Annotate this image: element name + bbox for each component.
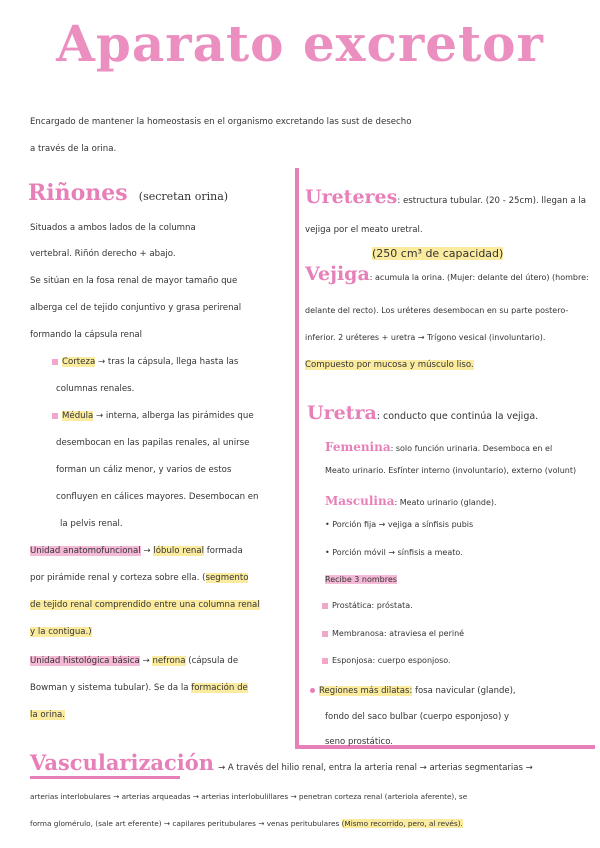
femenina-line-2: Meato urinario. Esfínter interno (involuntario), externo (volunt) xyxy=(325,466,577,475)
vejiga-text: : acumula la orina. (Mujer: delante del útero) (hombre: xyxy=(369,273,589,282)
regiones-line-3: seno prostático. xyxy=(325,737,393,747)
vascularizacion-text-1: → A través del hilio renal, entra la arteria renal → arterias segmentarias → xyxy=(218,763,533,773)
rinones-heading: Riñones xyxy=(28,180,128,206)
corteza-text: → tras la cápsula, llega hasta las xyxy=(97,357,239,367)
corteza-line-2: columnas renales. xyxy=(56,384,135,394)
lobulo-renal: lóbulo renal xyxy=(153,546,204,556)
regiones-text: fosa navicular (glande), xyxy=(414,686,516,696)
section-divider-vertical xyxy=(295,168,299,748)
vascularizacion-line-3a: forma glomérulo, (sale art eferente) → capilares peritubulares → venas peritubulares xyxy=(30,819,340,828)
unidad-anat-line-4 xyxy=(30,626,92,638)
uretra-line-1 xyxy=(307,402,538,424)
nombre-bullet-icon xyxy=(322,631,328,637)
unidad-hist-line-3-text: la orina. xyxy=(30,710,66,720)
ureteres-line-2: vejiga por el meato uretral. xyxy=(305,225,423,235)
nombre-1-text: Prostática: próstata. xyxy=(332,601,413,610)
intro-line-1: Encargado de mantener la homeostasis en el organismo excretando las sust de desecho xyxy=(30,117,412,127)
unidad-anat-line-2a: por pirámide renal y corteza sobre ella. ( xyxy=(30,573,206,583)
vascularizacion-line-3b: (Mismo recorrido, pero, al revés). xyxy=(341,819,463,828)
unidad-anat-line-3 xyxy=(30,599,260,611)
unidad-anat-line-4-text: y la contigua.) xyxy=(30,627,92,637)
vascularizacion-line-3 xyxy=(30,818,463,830)
medula-bullet-icon xyxy=(52,413,58,419)
intro-line-2: a través de la orina. xyxy=(30,144,117,154)
vascularizacion-heading: Vascularización xyxy=(30,750,215,775)
medula-label: Médula xyxy=(62,411,94,421)
rinones-section xyxy=(28,180,228,206)
nombre-3-text: Esponjosa: cuerpo esponjoso. xyxy=(332,656,451,665)
arrow-icon: → xyxy=(142,656,150,666)
vejiga-line-1 xyxy=(305,263,589,285)
uretra-text: : conducto que continúa la vejiga. xyxy=(376,411,539,422)
nombre-3 xyxy=(322,655,451,667)
medula-line-1 xyxy=(52,410,254,422)
medula-line-2: desembocan en las papilas renales, al unirse xyxy=(56,438,250,448)
unidad-anat-line-2 xyxy=(30,572,248,584)
vejiga-line-4 xyxy=(305,359,474,371)
vejiga-compuesto: Compuesto por mucosa y músculo liso. xyxy=(305,360,474,370)
unidad-hist-rest: (cápsula de xyxy=(188,656,239,666)
vejiga-line-2: delante del recto). Los uréteres desembocan en su parte postero- xyxy=(305,306,569,315)
regiones-label: Regiones más dilatas: xyxy=(319,686,413,696)
recibe-line xyxy=(325,574,397,586)
femenina-label: Femenina xyxy=(325,440,391,454)
unidad-hist-line-3 xyxy=(30,709,65,721)
corteza-bullet-icon xyxy=(52,359,58,365)
regiones-line-2: fondo del saco bulbar (cuerpo esponjoso) y xyxy=(325,712,510,722)
unidad-hist-line-2a: Bowman y sistema tubular). Se da la xyxy=(30,683,189,693)
femenina-text: : solo función urinaria. Desemboca en el xyxy=(390,444,553,453)
nefrona: nefrona xyxy=(152,656,186,666)
rinones-note: (secretan orina) xyxy=(138,190,229,203)
vascularizacion-underline xyxy=(30,776,180,779)
unidad-anat-rest: formada xyxy=(206,546,243,556)
ureteres-text: : estructura tubular. (20 - 25cm). llegan a la xyxy=(397,196,587,206)
unidad-anat-line-3-text: de tejido renal comprendido entre una columna renal xyxy=(30,600,260,610)
unidad-anat-line-1 xyxy=(30,545,243,557)
unidad-anat-label: Unidad anatomofuncional xyxy=(30,546,141,556)
corteza-line-1 xyxy=(52,356,238,368)
corteza-label: Corteza xyxy=(62,357,96,367)
medula-line-4: confluyen en cálices mayores. Desembocan en xyxy=(56,492,259,502)
recibe-text: Recibe 3 nombres xyxy=(325,575,397,584)
regiones-line-1 xyxy=(310,685,516,697)
porcion-movil: • Porción móvil → sínfisis a meato. xyxy=(325,548,463,557)
arrow-icon: → xyxy=(143,546,151,556)
rinones-line-1: Situados a ambos lados de la columna xyxy=(30,223,196,233)
unidad-hist-label: Unidad histológica básica xyxy=(30,656,140,666)
nombre-2-text: Membranosa: atraviesa el periné xyxy=(332,629,465,638)
medula-line-3: forman un cáliz menor, y varios de estos xyxy=(56,465,232,475)
medula-line-5: la pelvis renal. xyxy=(60,519,123,529)
vascularizacion-line-1 xyxy=(30,750,533,775)
nombre-1 xyxy=(322,600,413,612)
regiones-bullet-icon xyxy=(310,688,315,693)
masculina-text: : Meato urinario (glande). xyxy=(394,498,497,507)
porcion-fija: • Porción fija → vejiga a sínfisis pubis xyxy=(325,520,474,529)
nombre-bullet-icon xyxy=(322,603,328,609)
uretra-heading: Uretra xyxy=(307,402,377,424)
capacidad-note xyxy=(372,248,503,260)
rinones-line-5: formando la cápsula renal xyxy=(30,330,143,340)
unidad-hist-line-1 xyxy=(30,655,238,667)
vejiga-line-3: inferior. 2 uréteres + uretra → Trígono vesical (involuntario). xyxy=(305,333,546,342)
nombre-2 xyxy=(322,628,464,640)
vascularizacion-line-2: arterias interlobulares → arterias arqueadas → arterias interlobulillares → penetran corteza renal (arteriola aferente), se xyxy=(30,792,468,801)
unidad-hist-line-2b: formación de xyxy=(191,683,248,693)
rinones-line-2: vertebral. Riñón derecho + abajo. xyxy=(30,249,176,259)
masculina-label: Masculina xyxy=(325,494,395,508)
medula-text: → interna, alberga las pirámides que xyxy=(96,411,254,421)
rinones-line-3: Se sitúan en la fosa renal de mayor tamaño que xyxy=(30,276,238,286)
capacidad-text: (250 cm³ de capacidad) xyxy=(372,247,504,260)
femenina-line-1 xyxy=(325,436,552,455)
nombre-bullet-icon xyxy=(322,658,328,664)
unidad-hist-line-2 xyxy=(30,682,248,694)
unidad-anat-line-2b: segmento xyxy=(205,573,249,583)
page-title: Aparato excretor xyxy=(56,14,544,73)
ureteres-heading: Ureteres xyxy=(305,186,398,208)
ureteres-line-1 xyxy=(305,186,586,208)
masculina-line-1 xyxy=(325,490,497,509)
vejiga-heading: Vejiga xyxy=(305,263,370,285)
rinones-line-4: alberga cel de tejido conjuntivo y grasa perirenal xyxy=(30,303,242,313)
